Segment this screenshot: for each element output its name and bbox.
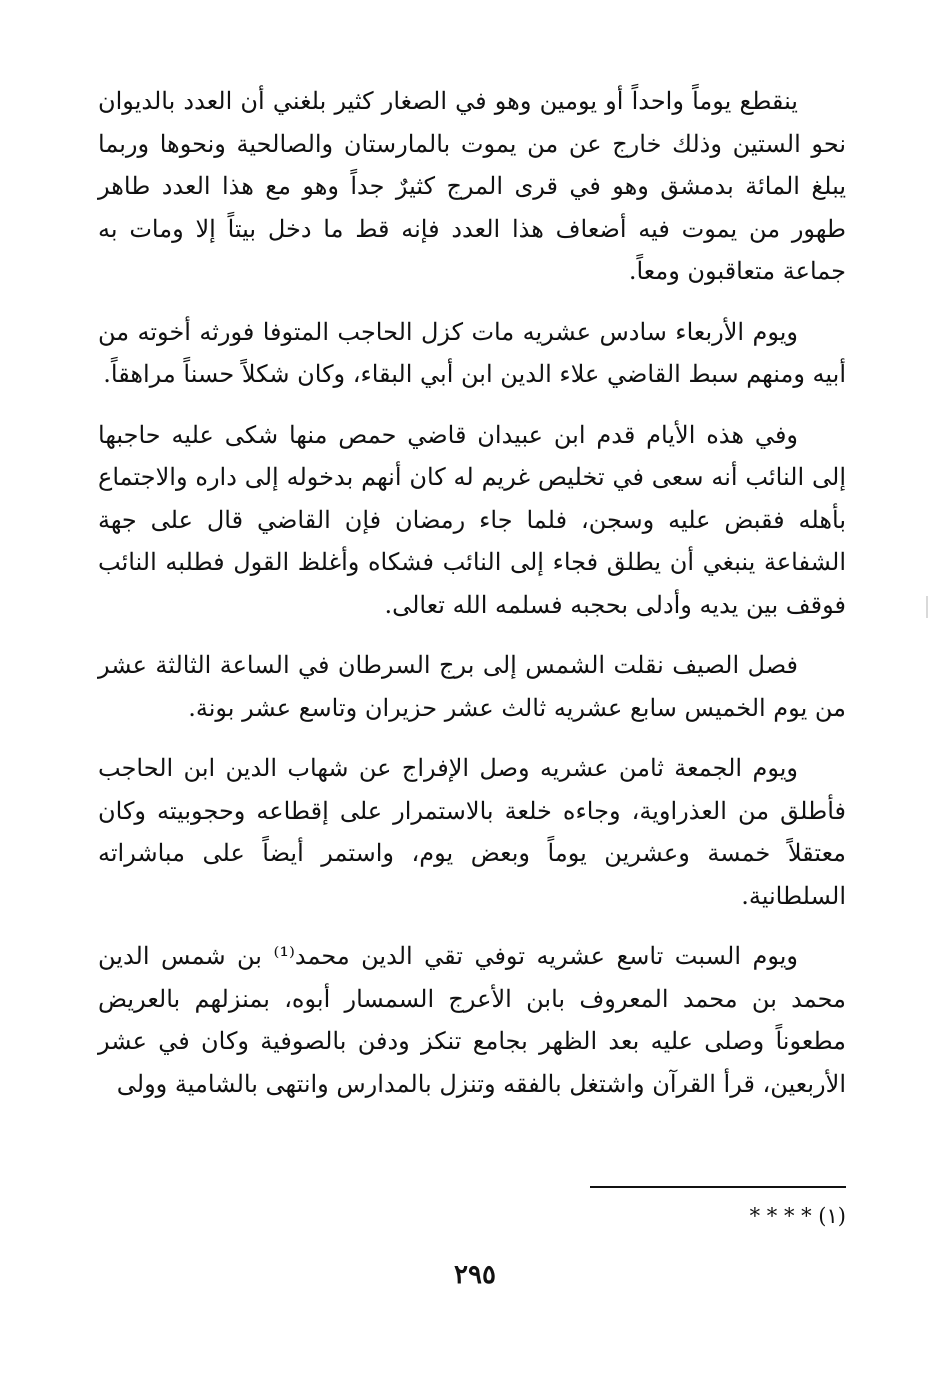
paragraph-6: ويوم السبت تاسع عشريه توفي تقي الدين محمد⁽¹⁾ بن شمس الدين محمد بن محمد المعروف بابن الأعرج السمسار أبوه، بمنزلهم بالعريض مطعوناً وصلى عليه بعد الظهر بجامع تنكز ودفن بالصوفية وكان في عشر الأربعين، قرأ القرآن واشتغل بالفقه وتنزل بالمدارس وانتهى بالشامية وولى [98, 942, 846, 1098]
paragraph-4: فصل الصيف نقلت الشمس إلى برج السرطان في الساعة الثالثة عشر من يوم الخميس سابع عشريه ثالث عشر حزيران وتاسع عشر بونة. [98, 651, 846, 722]
footnote: (١) * * * * [749, 1204, 846, 1228]
paragraph-5: ويوم الجمعة ثامن عشريه وصل الإفراج عن شهاب الدين ابن الحاجب فأطلق من العذراوية، وجاءه خلعة بالاستمرار على إقطاعه وحجوبيته وكان معتقلاً خمسة وعشرين يوماً وبعض يوم، واستمر أيضاً على مباشراته السلطانية. [98, 754, 847, 910]
page-number: ٢٩٥ [454, 1260, 496, 1290]
paragraph-1: ينقطع يوماً واحداً أو يومين وهو في الصغار كثير بلغني أن العدد بالديوان نحو الستين وذلك خارج عن من يموت بالمارستان والصالحية ونحوها وربما يبلغ المائة بدمشق وهو في قرى المرج كثيرٌ جداً وهو مع هذا العدد طاهر طهور من يموت فيه أضعاف هذا العدد فإنه قط ما دخل بيتاً إلا ومات به جماعة متعاقبون ومعاً. [98, 87, 846, 285]
body-text [98, 80, 846, 1123]
footnote-divider [590, 1186, 846, 1188]
paragraph-3: وفي هذه الأيام قدم ابن عبيدان قاضي حمص منها شكى عليه حاجبها إلى النائب أنه سعى في تخليص غريم له كان أنهم بدخوله إلى داره والاجتماع بأهله فقبض عليه وسجن، فلما جاء رمضان فإن القاضي قال على جهة الشفاعة ينبغي أن يطلق فجاء إلى النائب فشكاه وأغلظ القول فطلبه النائب فوقف بين يديه وأدلى بحجبه فسلمه الله تعالى. [98, 420, 846, 619]
paragraph-2: ويوم الأربعاء سادس عشريه مات كزل الحاجب المتوفا فورثه أخوته من أبيه ومنهم سبط القاضي علاء الدين ابن أبي البقاء، وكان شكلاً حسناً مراهقاً. [98, 317, 846, 388]
scan-edge-mark [926, 596, 928, 618]
